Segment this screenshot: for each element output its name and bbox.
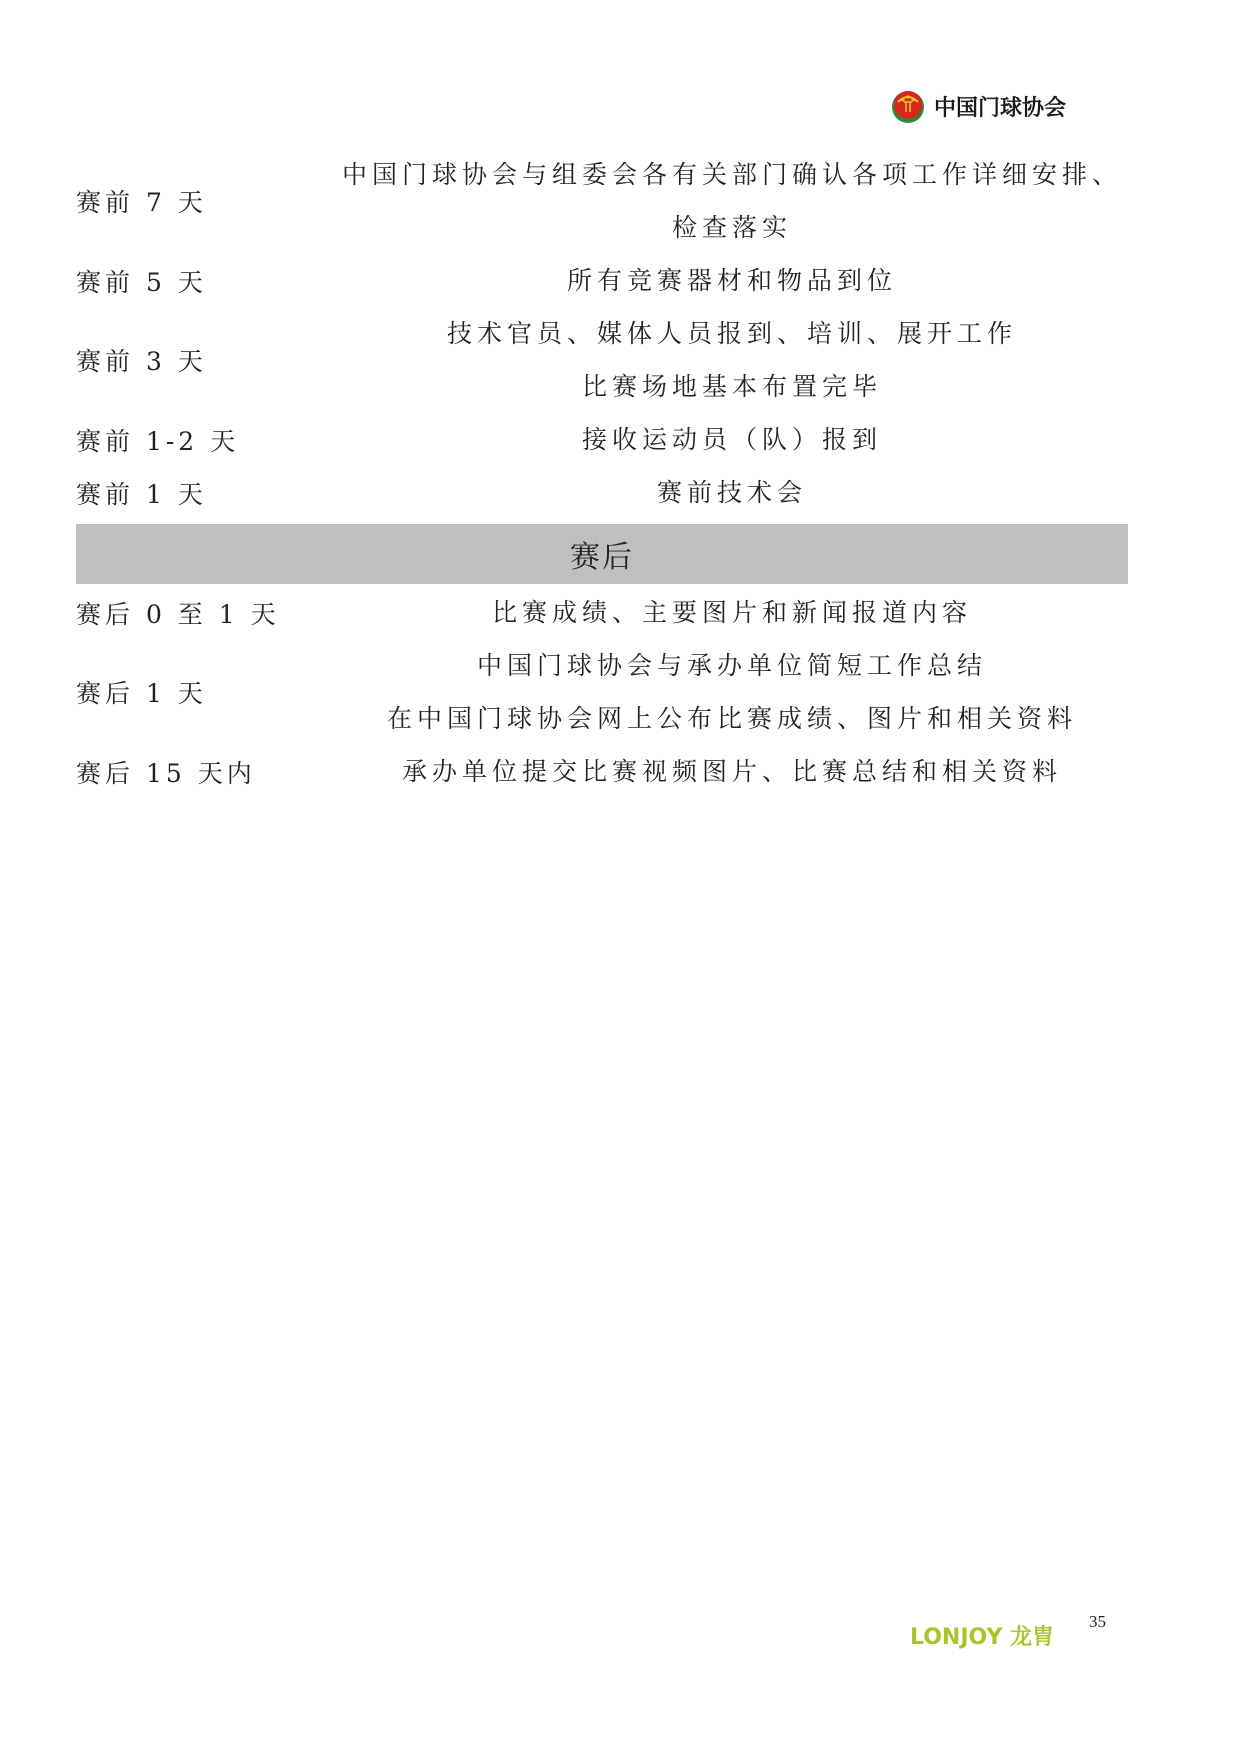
schedule-row bbox=[76, 586, 1128, 639]
schedule-time-label: 赛后 15 天内 bbox=[76, 758, 256, 788]
post-event-rows bbox=[76, 586, 1128, 798]
schedule-time-label: 赛后 0 至 1 天 bbox=[76, 599, 280, 629]
section-title: 赛后 bbox=[570, 540, 634, 575]
header-logo bbox=[890, 86, 1066, 126]
schedule-task-line: 比赛成绩、主要图片和新闻报道内容 bbox=[491, 598, 972, 627]
schedule-time-label: 赛前 5 天 bbox=[76, 267, 207, 297]
schedule-task bbox=[336, 639, 1128, 745]
post-event-section-header bbox=[76, 524, 1128, 584]
schedule-task-line: 承办单位提交比赛视频图片、比赛总结和相关资料 bbox=[401, 757, 1062, 786]
schedule-task-line: 检查落实 bbox=[671, 213, 792, 242]
schedule-task bbox=[336, 413, 1128, 466]
schedule-time-label: 赛前 7 天 bbox=[76, 188, 207, 217]
schedule-row bbox=[76, 745, 1128, 798]
schedule-task-line: 接收运动员（队）报到 bbox=[581, 425, 882, 454]
footer-brand-logo: LONJOY 龙胄 bbox=[910, 1625, 1055, 1650]
schedule-task-line: 赛前技术会 bbox=[656, 478, 807, 507]
schedule-row bbox=[76, 466, 1128, 519]
schedule-time-label: 赛后 1 天 bbox=[76, 679, 207, 708]
schedule-row bbox=[76, 413, 1128, 466]
schedule-task-line: 所有竞赛器材和物品到位 bbox=[566, 266, 897, 295]
schedule-task bbox=[336, 586, 1128, 639]
association-emblem-icon bbox=[890, 88, 926, 124]
schedule-task bbox=[336, 745, 1128, 798]
schedule-task bbox=[336, 307, 1128, 413]
schedule-task-line: 技术官员、媒体人员报到、培训、展开工作 bbox=[446, 319, 1017, 348]
schedule-task bbox=[336, 466, 1128, 519]
schedule-task bbox=[336, 148, 1128, 254]
org-name: 中国门球协会 bbox=[934, 95, 1067, 121]
schedule-time-label: 赛前 1-2 天 bbox=[76, 426, 240, 456]
schedule-task-line: 中国门球协会与组委会各有关部门确认各项工作详细安排、 bbox=[341, 160, 1122, 189]
schedule-row bbox=[76, 307, 1128, 413]
schedule-row bbox=[76, 254, 1128, 307]
schedule-row bbox=[76, 148, 1128, 254]
schedule-table bbox=[76, 148, 1128, 798]
schedule-task bbox=[336, 254, 1128, 307]
schedule-row bbox=[76, 639, 1128, 745]
page-number: 35 bbox=[1089, 1612, 1106, 1631]
schedule-task-line: 比赛场地基本布置完毕 bbox=[581, 372, 882, 401]
schedule-task-line: 在中国门球协会网上公布比赛成绩、图片和相关资料 bbox=[386, 704, 1077, 733]
schedule-time-label: 赛前 1 天 bbox=[76, 479, 207, 509]
schedule-task-line: 中国门球协会与承办单位简短工作总结 bbox=[476, 651, 987, 680]
pre-event-rows bbox=[76, 148, 1128, 519]
schedule-time-label: 赛前 3 天 bbox=[76, 347, 207, 376]
